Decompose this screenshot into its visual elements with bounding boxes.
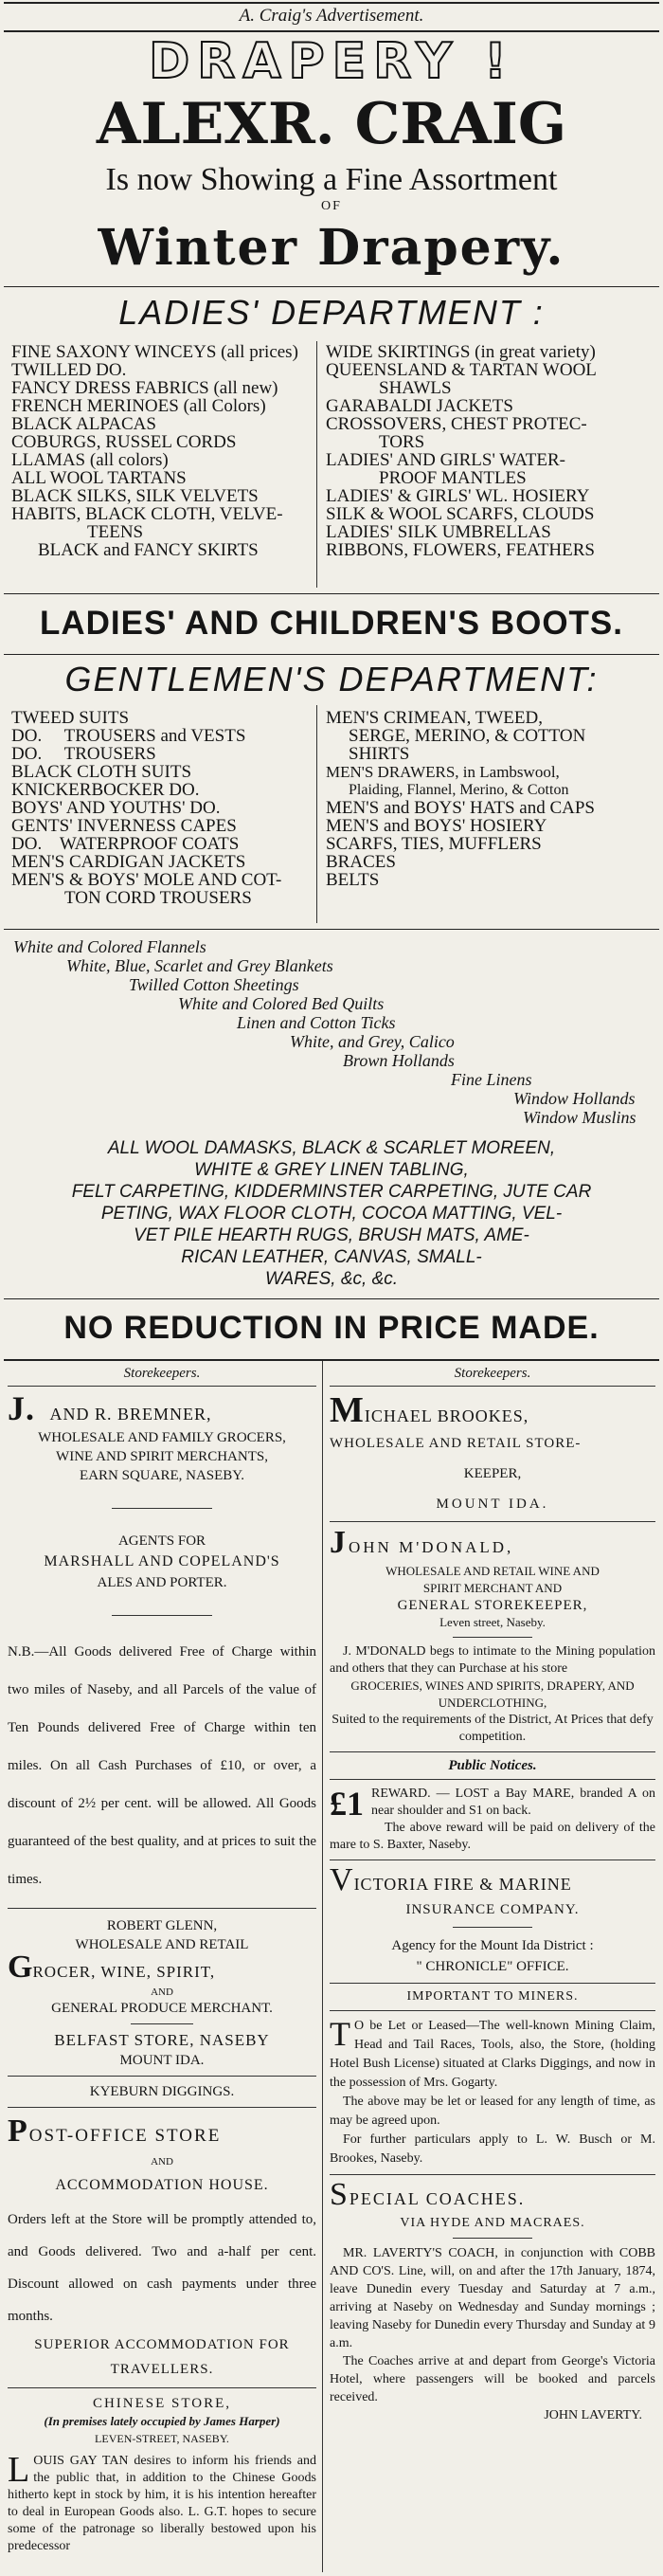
mcdonald-name bbox=[330, 1525, 655, 1563]
cascade-item: Brown Hollands bbox=[343, 1051, 455, 1070]
glenn-belfast: BELFAST STORE, NASEBY bbox=[54, 2031, 270, 2049]
chinese-heading: CHINESE STORE, bbox=[92, 2396, 232, 2411]
ladies-left-item: BLACK SILKS, SILK VELVETS bbox=[11, 486, 259, 506]
let-body3: For further particulars apply to L. W. Busch or M. Brookes, Naseby. bbox=[330, 2132, 655, 2166]
short-rule bbox=[131, 2023, 193, 2024]
glenn-wholesale: WHOLESALE AND RETAIL bbox=[75, 1937, 249, 1952]
gentlemen-rule bbox=[4, 929, 659, 930]
cascade-item: Twilled Cotton Sheetings bbox=[129, 975, 299, 994]
cascade-item: Linen and Cotton Ticks bbox=[237, 1013, 396, 1032]
brookes-name bbox=[330, 1390, 655, 1432]
coaches-body: MR. LAVERTY'S COACH, in conjunction with COBB AND CO'S. Line, will, on and after the 17th January, 1874, leave Dunedin every Tuesday and Saturday at 7 a.m., arriving at Naseby on Wednesday and Sunday mornings ; leaving Naseby for Dunedin every Thursday and Sunday at 9 a.m. bbox=[330, 2246, 655, 2350]
ladies-divider bbox=[316, 341, 317, 588]
victoria-name-text: ICTORIA FIRE & MARINE bbox=[353, 1875, 572, 1894]
let-notice bbox=[330, 2017, 655, 2093]
ladies-right-item: SILK & WOOL SCARFS, CLOUDS bbox=[326, 504, 595, 524]
ladies-right-item: LADIES' SILK UMBRELLAS bbox=[326, 522, 551, 542]
ladies-right-item: TORS bbox=[379, 432, 425, 452]
coaches-via: VIA HYDE AND MACRAES. bbox=[400, 2216, 585, 2230]
mcdonald-wholesale: WHOLESALE AND RETAIL WINE AND bbox=[385, 1564, 600, 1578]
kyeburn-post bbox=[8, 2115, 316, 2152]
gentlemen-right-list bbox=[326, 709, 657, 889]
household-line: ALL WOOL DAMASKS, BLACK & SCARLET MOREEN, bbox=[107, 1138, 556, 1158]
showing-line: Is now Showing a Fine Assortment bbox=[105, 162, 558, 197]
cascade-item: White, Blue, Scarlet and Grey Blankets bbox=[66, 956, 333, 975]
glenn-and: AND bbox=[151, 1986, 173, 1998]
section-rule bbox=[8, 1386, 316, 1387]
cascade-item: White, and Grey, Calico bbox=[290, 1032, 455, 1051]
glenn-grocer-text: ROCER, WINE, SPIRIT, bbox=[32, 1963, 216, 1981]
ladies-left-item: ALL WOOL TARTANS bbox=[11, 468, 187, 488]
bremner-address: EARN SQUARE, NASEBY. bbox=[80, 1468, 244, 1483]
victoria-insurance: INSURANCE COMPANY. bbox=[405, 1902, 580, 1917]
ladies-left-item: FINE SAXONY WINCEYS (all prices) bbox=[11, 342, 298, 362]
coaches-title bbox=[330, 2177, 655, 2213]
gentlemen-right-item: SCARFS, TIES, MUFFLERS bbox=[326, 834, 542, 854]
mcdonald-suited: Suited to the requirements of the District, At Prices that defy competition. bbox=[332, 1713, 654, 1744]
no-reduction-rule bbox=[4, 1359, 659, 1361]
gentlemen-right-item: BELTS bbox=[326, 870, 380, 890]
gentlemen-heading: GENTLEMEN'S DEPARTMENT: bbox=[64, 660, 599, 698]
gentlemen-right-item: MEN'S DRAWERS, in Lambswool, bbox=[326, 763, 560, 781]
glenn-mount: MOUNT IDA. bbox=[119, 2053, 205, 2068]
ad-rule bbox=[330, 1521, 655, 1522]
coaches-signature: JOHN LAVERTY. bbox=[544, 2408, 642, 2422]
ad-rule bbox=[8, 1908, 316, 1909]
gentlemen-left-item: DO. TROUSERS bbox=[11, 744, 156, 764]
gentlemen-right-item: MEN'S and BOYS' HATS and CAPS bbox=[326, 798, 595, 818]
brookes-name-text: ICHAEL BROOKES, bbox=[364, 1406, 529, 1425]
ladies-right-item: CROSSOVERS, CHEST PROTEC- bbox=[326, 414, 587, 434]
household-line: VET PILE HEARTH RUGS, BRUSH MATS, AME- bbox=[134, 1225, 529, 1245]
ad-rule bbox=[330, 1751, 655, 1752]
household-line: RICAN LEATHER, CANVAS, SMALL- bbox=[181, 1247, 482, 1267]
bremner-ales: ALES AND PORTER. bbox=[97, 1575, 227, 1590]
gentlemen-right-item: SERGE, MERINO, & COTTON bbox=[349, 726, 586, 746]
bremner-marshall: MARSHALL AND COPELAND'S bbox=[44, 1553, 280, 1569]
ladies-left-item: COBURGS, RUSSEL CORDS bbox=[11, 432, 237, 452]
mcdonald-general: GENERAL STOREKEEPER, bbox=[397, 1598, 588, 1613]
brookes-mount: MOUNT IDA. bbox=[436, 1497, 549, 1512]
ladies-left-item: FANCY DRESS FABRICS (all new) bbox=[11, 378, 278, 398]
reward-pound: £1 bbox=[330, 1785, 364, 1823]
column-divider bbox=[322, 1361, 323, 2572]
gentlemen-right-item: Plaiding, Flannel, Merino, & Cotton bbox=[349, 782, 569, 798]
ad-rule bbox=[8, 2107, 316, 2108]
merchant-name: ALEXR. CRAIG bbox=[96, 91, 567, 157]
gentlemen-left-item: BLACK CLOTH SUITS bbox=[11, 762, 192, 782]
bremner-nb: N.B.—All Goods delivered Free of Charge within two miles of Naseby, and all Parcels of the value of Ten Pounds delivered Free of Charge within ten miles. On all Cash Purchases of £10, or over, a discount of 2½ per cent. will be allowed. All Goods guaranteed of the best quality, and at prices to suit the times. bbox=[8, 1644, 316, 1887]
mcdonald-spirit: SPIRIT MERCHANT AND bbox=[422, 1581, 563, 1595]
reward-body2: The above reward will be paid on delivery of the mare to S. Baxter, Naseby. bbox=[330, 1821, 655, 1852]
brookes-wholesale: WHOLESALE AND RETAIL STORE- bbox=[330, 1436, 582, 1451]
ladies-left-item: TEENS bbox=[87, 522, 144, 542]
gentlemen-left-item: MEN'S CARDIGAN JACKETS bbox=[11, 852, 246, 872]
ladies-left-item: BLACK and FANCY SKIRTS bbox=[38, 540, 259, 560]
chinese-initial: L bbox=[8, 2450, 30, 2490]
glenn-name: ROBERT GLENN, bbox=[106, 1918, 218, 1933]
cascade-item: Window Muslins bbox=[523, 1108, 636, 1127]
kyeburn-post-text: OST-OFFICE STORE bbox=[28, 2126, 222, 2146]
ladies-left-item: BLACK ALPACAS bbox=[11, 414, 156, 434]
coaches-title-text: PECIAL COACHES. bbox=[349, 2189, 526, 2208]
victoria-office: " CHRONICLE" OFFICE. bbox=[416, 1959, 569, 1974]
bremner-name bbox=[8, 1389, 316, 1428]
section-rule bbox=[330, 1779, 655, 1780]
short-rule bbox=[453, 1927, 532, 1928]
ladies-heading: LADIES' DEPARTMENT : bbox=[118, 293, 545, 332]
mcdonald-initial: J bbox=[330, 1525, 349, 1560]
gentlemen-right-item: MEN'S CRIMEAN, TWEED, bbox=[326, 708, 543, 728]
storekeepers-heading: Storekeepers. bbox=[123, 1366, 201, 1381]
ad-rule bbox=[8, 2387, 316, 2388]
storekeepers-heading-right: Storekeepers. bbox=[454, 1366, 531, 1381]
glenn-merchant: GENERAL PRODUCE MERCHANT. bbox=[51, 2001, 273, 2016]
kyeburn-and: AND bbox=[151, 2156, 173, 2168]
gentlemen-left-item: TWEED SUITS bbox=[11, 708, 130, 728]
gentlemen-left-item: KNICKERBOCKER DO. bbox=[11, 780, 200, 800]
cascade-item: Fine Linens bbox=[451, 1070, 532, 1089]
reward-body: REWARD. — LOST a Bay MARE, branded A on near shoulder and S1 on back. bbox=[371, 1787, 655, 1818]
let-body: O be Let or Leased—The well-known Mining Claim, Head and Tail Races, Tools, also, the Store, (holding Hotel Bush License) situated at Clarks Diggings, and now in the possession of Mrs. Gogarty. bbox=[330, 2019, 655, 2090]
household-block bbox=[13, 1137, 650, 1290]
glenn-grocer bbox=[8, 1950, 316, 1986]
chinese-street: LEVEN-STREET, NASEBY. bbox=[95, 2432, 229, 2445]
ladies-right-item: PROOF MANTLES bbox=[379, 468, 527, 488]
kyeburn-body: Orders left at the Store will be promptly attended to, and Goods delivered. Two and a-half per cent. Discount allowed on cash payments under three months. bbox=[8, 2212, 316, 2324]
running-head: A. Craig's Advertisement. bbox=[239, 6, 424, 26]
ladies-left-item: HABITS, BLACK CLOTH, VELVE- bbox=[11, 504, 283, 524]
short-rule bbox=[112, 1615, 212, 1616]
ladies-right-item: SHAWLS bbox=[379, 378, 452, 398]
brookes-initial: M bbox=[330, 1390, 365, 1430]
chinese-body bbox=[8, 2450, 316, 2555]
bremner-wine: WINE AND SPIRIT MERCHANTS, bbox=[56, 1449, 268, 1464]
household-line: WHITE & GREY LINEN TABLING, bbox=[194, 1160, 469, 1180]
mcdonald-goods: GROCERIES, WINES AND SPIRITS, DRAPERY, AND UNDERCLOTHING, bbox=[350, 1678, 635, 1710]
bremner-wholesale: WHOLESALE AND FAMILY GROCERS, bbox=[38, 1430, 286, 1445]
gentlemen-right-item: BRACES bbox=[326, 852, 396, 872]
cascade-item: White and Colored Bed Quilts bbox=[178, 994, 385, 1013]
victoria-initial: V bbox=[330, 1862, 354, 1897]
short-rule bbox=[453, 1637, 532, 1638]
ladies-left-item: LLAMAS (all colors) bbox=[11, 450, 169, 470]
ladies-right-item: WIDE SKIRTINGS (in great variety) bbox=[326, 342, 596, 362]
chinese-sub: (In premises lately occupied by James Harper) bbox=[44, 2414, 280, 2428]
bremner-initial: J. bbox=[8, 1389, 35, 1427]
winter-drapery: Winter Drapery. bbox=[98, 219, 565, 277]
mcdonald-street: Leven street, Naseby. bbox=[439, 1615, 546, 1629]
top-rule bbox=[4, 2, 659, 4]
kyeburn-superior: SUPERIOR ACCOMMODATION FOR TRAVELLERS. bbox=[34, 2337, 290, 2377]
ladies-right-item: LADIES' AND GIRLS' WATER- bbox=[326, 450, 565, 470]
kyeburn-heading: KYEBURN DIGGINGS. bbox=[89, 2084, 235, 2099]
ladies-right-item: GARABALDI JACKETS bbox=[326, 396, 513, 416]
short-rule bbox=[453, 2238, 532, 2239]
brookes-keeper: KEEPER, bbox=[463, 1466, 522, 1481]
mcdonald-body: J. M'DONALD begs to intimate to the Mining population and others that they can Purchase at his store bbox=[330, 1644, 655, 1676]
reward-notice bbox=[330, 1785, 655, 1823]
ad-rule bbox=[330, 1983, 655, 1984]
of-line: OF bbox=[321, 199, 342, 213]
kyeburn-house: ACCOMMODATION HOUSE. bbox=[55, 2177, 269, 2193]
gentlemen-left-item: BOYS' AND YOUTHS' DO. bbox=[11, 798, 221, 818]
household-line: FELT CARPETING, KIDDERMINSTER CARPETING, JUTE CAR bbox=[71, 1182, 592, 1202]
household-rule bbox=[4, 1298, 659, 1299]
miners-heading: IMPORTANT TO MINERS. bbox=[406, 1989, 579, 2004]
boots-rule bbox=[4, 654, 659, 655]
coaches-body2: The Coaches arrive at and depart from George's Victoria Hotel, where passengers will be booked and parcels received. bbox=[330, 2354, 655, 2404]
gentlemen-left-item: GENTS' INVERNESS CAPES bbox=[11, 816, 237, 836]
header-rule bbox=[4, 30, 659, 32]
ladies-right-item: LADIES' & GIRLS' WL. HOSIERY bbox=[326, 486, 590, 506]
gentlemen-divider bbox=[316, 705, 317, 923]
glenn-initial: G bbox=[8, 1950, 33, 1985]
cascade-item: Window Hollands bbox=[513, 1089, 636, 1108]
drapery-title: DRAPERY ! bbox=[149, 33, 514, 90]
household-line: WARES, &c, &c. bbox=[264, 1269, 399, 1289]
let-initial: T bbox=[330, 2015, 350, 2053]
left-column bbox=[8, 1363, 316, 2555]
bremner-name-text: AND R. BREMNER, bbox=[49, 1405, 212, 1424]
cascade-item: White and Colored Flannels bbox=[13, 937, 206, 956]
household-line: PETING, WAX FLOOR CLOTH, COCOA MATTING, VEL- bbox=[100, 1204, 563, 1224]
kyeburn-initial: P bbox=[8, 2113, 29, 2149]
victoria-agency: Agency for the Mount Ida District : bbox=[391, 1938, 594, 1953]
ad-rule bbox=[330, 2174, 655, 2175]
section-rule bbox=[330, 1386, 655, 1387]
ladies-left-item: TWILLED DO. bbox=[11, 360, 127, 380]
short-rule bbox=[112, 1508, 212, 1509]
ladies-right-item: RIBBONS, FLOWERS, FEATHERS bbox=[326, 540, 595, 560]
victoria-name bbox=[330, 1862, 655, 1898]
ad-rule bbox=[330, 1859, 655, 1860]
let-body2: The above may be let or leased for any length of time, as may be agreed upon. bbox=[330, 2095, 655, 2128]
bremner-agents: AGENTS FOR bbox=[117, 1533, 206, 1549]
no-reduction: NO REDUCTION IN PRICE MADE. bbox=[63, 1310, 600, 1346]
ad-rule bbox=[330, 2010, 655, 2011]
gentlemen-left-list bbox=[11, 709, 313, 907]
mcdonald-name-text: OHN M'DONALD, bbox=[349, 1538, 514, 1556]
ladies-right-item: QUEENSLAND & TARTAN WOOL bbox=[326, 360, 597, 380]
boots-heading: LADIES' AND CHILDREN'S BOOTS. bbox=[39, 605, 624, 642]
ladies-left-item: FRENCH MERINOES (all Colors) bbox=[11, 396, 266, 416]
gentlemen-right-item: MEN'S and BOYS' HOSIERY bbox=[326, 816, 547, 836]
gentlemen-left-item: TON CORD TROUSERS bbox=[64, 888, 252, 908]
ladies-rule bbox=[4, 593, 659, 594]
ladies-right-list bbox=[326, 343, 657, 559]
gentlemen-left-item: DO. TROUSERS and VESTS bbox=[11, 726, 246, 746]
right-column bbox=[330, 1363, 655, 2425]
winter-rule bbox=[4, 286, 659, 287]
public-notices-heading: Public Notices. bbox=[448, 1758, 537, 1773]
coaches-initial: S bbox=[330, 2177, 349, 2212]
gentlemen-right-item: SHIRTS bbox=[349, 744, 410, 764]
gentlemen-left-item: MEN'S & BOYS' MOLE AND COT- bbox=[11, 870, 282, 890]
chinese-body-text: OUIS GAY TAN desires to inform his friends and the public that, in addition to the Chinese Goods hitherto kept in stock by him, it is his intention hereafter to deal in European Goods also. L. G.T. hopes to secure some of the patronage so liberally bestowed upon his predecessor bbox=[8, 2454, 316, 2553]
ladies-left-list bbox=[11, 343, 313, 559]
gentlemen-left-item: DO. WATERPROOF COATS bbox=[11, 834, 240, 854]
ad-rule bbox=[8, 2076, 316, 2077]
